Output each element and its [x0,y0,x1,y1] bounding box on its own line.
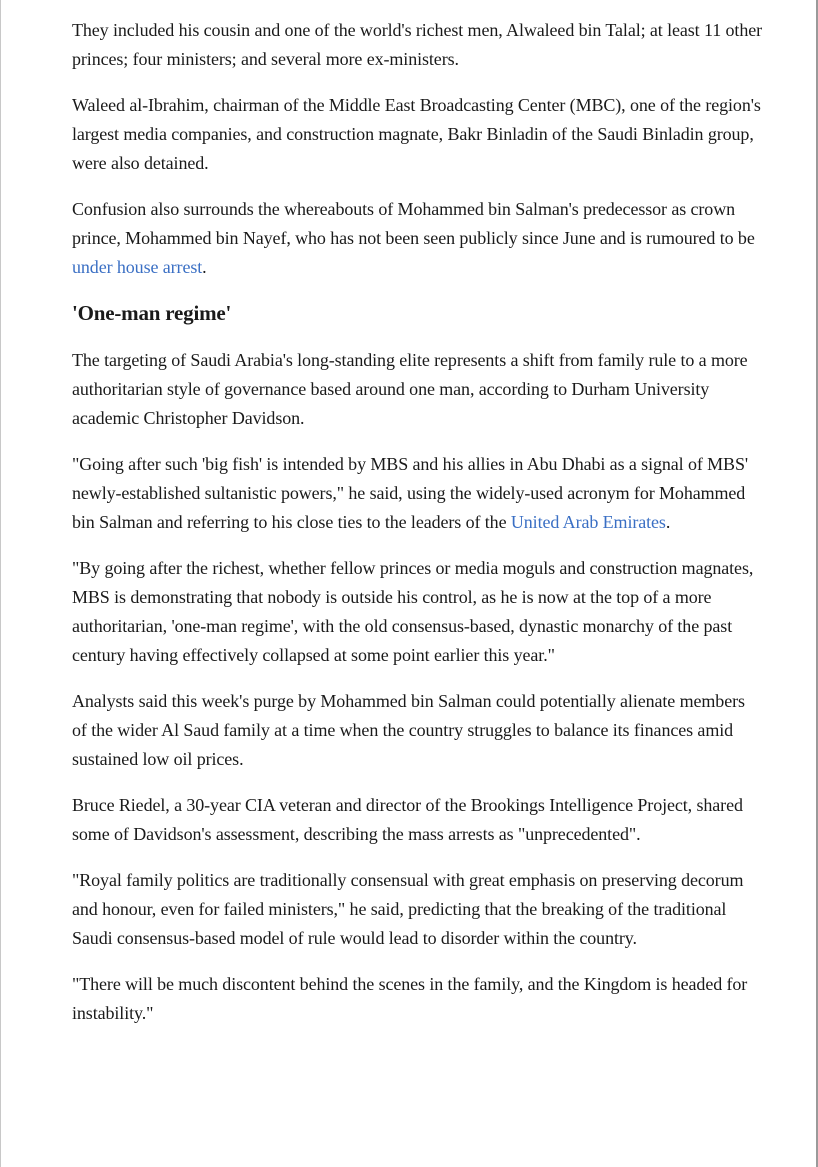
section-heading: 'One-man regime' [72,301,232,325]
paragraph-big-fish-quote [72,450,762,537]
article-body [72,16,762,1045]
paragraph-riedel: Bruce Riedel, a 30-year CIA veteran and director of the Brookings Intelligence Project, shared some of Davidson's assessment, describing the mass arrests as "unprecedented". [72,795,743,844]
paragraph-text: . [202,257,207,277]
paragraph-bin-nayef [72,195,762,282]
paragraph-analysts: Analysts said this week's purge by Mohammed bin Salman could potentially alienate members of the wider Al Saud family at a time when the country struggles to balance its finances amid sustained low oil prices. [72,691,745,769]
paragraph-instability-quote: "There will be much discontent behind the scenes in the family, and the Kingdom is headed for instability." [72,974,748,1023]
paragraph-text: Confusion also surrounds the whereabouts of Mohammed bin Salman's predecessor as crown prince, Mohammed bin Nayef, who has not been seen publicly since June and is rumoured to be [72,199,755,248]
paragraph-detained-businessmen: Waleed al-Ibrahim, chairman of the Middle East Broadcasting Center (MBC), one of the region's largest media companies, and construction magnate, Bakr Binladin of the Saudi Binladin group, were also detained. [72,95,761,173]
paragraph-elite-shift: The targeting of Saudi Arabia's long-standing elite represents a shift from family rule to a more authoritarian style of governance based around one man, according to Durham University academic Christopher Davidson. [72,350,748,428]
house-arrest-link[interactable]: under house arrest [72,257,203,277]
paragraph-text: "Going after such 'big fish' is intended by MBS and his allies in Abu Dhabi as a signal of MBS' newly-established sultanistic powers," he said, using the widely-used acronym for Mohammed bin Salman and referring to his close ties to the leaders of the [72,454,749,532]
paragraph-text: . [665,512,671,532]
paragraph-richest-quote: "By going after the richest, whether fellow princes or media moguls and construction magnates, MBS is demonstrating that nobody is outside his control, as he is now at the top of a more authoritarian, 'one-man regime', with the old consensus-based, dynastic monarchy of the past century having effectively collapsed at some point earlier this year." [72,558,754,665]
uae-link[interactable]: United Arab Emirates [510,512,666,532]
paragraph-detained-princes: They included his cousin and one of the world's richest men, Alwaleed bin Talal; at least 11 other princes; four ministers; and several more ex-ministers. [72,20,763,69]
paragraph-royal-politics-quote: "Royal family politics are traditionally consensual with great emphasis on preserving decorum and honour, even for failed ministers," he said, predicting that the breaking of the traditional Saudi consensus-based model of rule would lead to disorder within the country. [72,870,744,948]
